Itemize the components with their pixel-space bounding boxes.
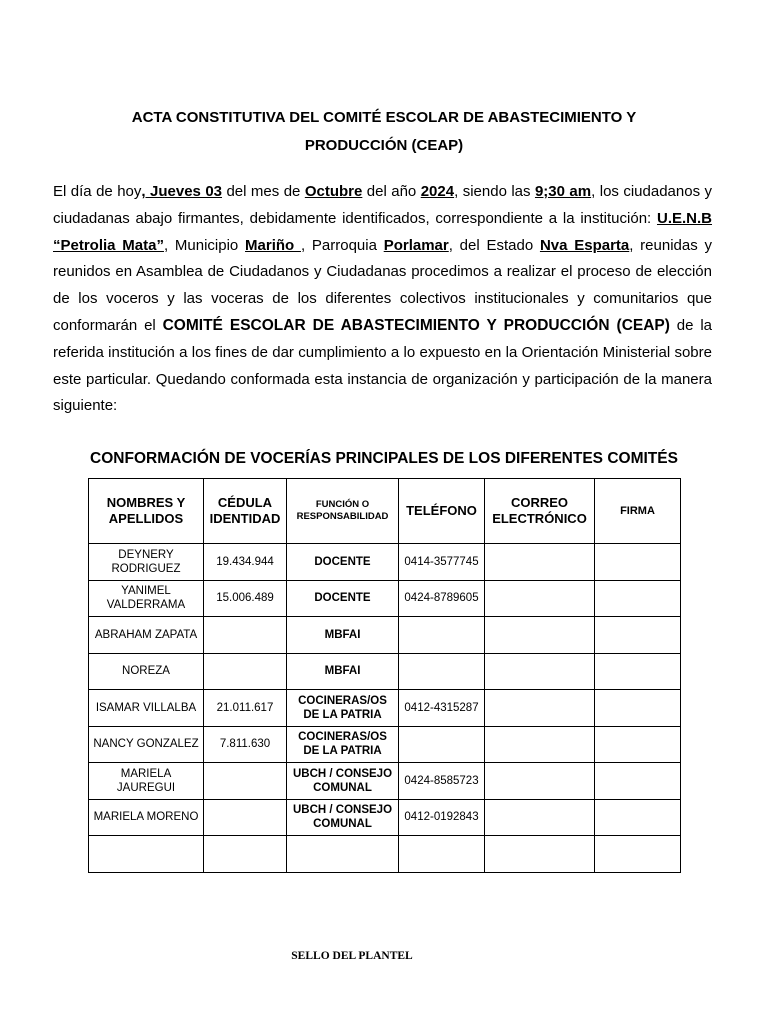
cell-phone: 0412-0192843 [399,799,485,836]
paragraph-text: , los ciudadanos y ciudadanas abajo firmantes, debidamente identificados, correspondiente a la institución: [53,183,713,227]
table-row [89,836,681,873]
parish-name: Porlamar [383,236,449,254]
committee-name: COMITÉ ESCOLAR DE ABASTECIMIENTO Y PRODUCCIÓN (CEAP) [162,316,670,334]
document-title-line-1: ACTA CONSTITUTIVA DEL COMITÉ ESCOLAR DE ABASTECIMIENTO Y [131,109,637,126]
state-name: Nva Esparta [539,236,630,254]
institution-name: U.E.N.B “Petrolia Mata” [53,209,712,254]
cell-id [204,763,287,800]
cell-name: YANIMEL VALDERRAMA [89,580,204,617]
cell-email [485,690,595,727]
cell-email [485,617,595,654]
cell-name: ABRAHAM ZAPATA [89,617,204,654]
cell-phone: 0412-4315287 [399,690,485,727]
cell-name: MARIELA MORENO [89,799,204,836]
cell-signature [595,544,681,581]
cell-phone: 0424-8585723 [399,763,485,800]
cell-signature [595,617,681,654]
header-name: NOMBRES Y APELLIDOS [89,479,204,544]
meeting-month: Octubre [304,183,363,200]
cell-phone [399,617,485,654]
cell-phone [399,726,485,763]
paragraph-text: del año [362,183,421,200]
paragraph-text: del mes de [222,183,305,200]
cell-signature [595,653,681,690]
table-title: CONFORMACIÓN DE VOCERÍAS PRINCIPALES DE LOS DIFERENTES COMITÉS [90,450,678,467]
cell-name: NANCY GONZALEZ [89,726,204,763]
cell-id: 7.811.630 [204,726,287,763]
cell-email [485,836,595,873]
table-row [89,763,681,800]
cell-signature [595,763,681,800]
table-row [89,799,681,836]
cell-signature [595,836,681,873]
cell-role: UBCH / CONSEJO COMUNAL [287,763,399,800]
cell-role: MBFAI [287,653,399,690]
document-title [60,104,708,160]
cell-signature [595,690,681,727]
meeting-day: , Jueves 03 [141,183,223,200]
table-row [89,653,681,690]
cell-name: MARIELA JAUREGUI [89,763,204,800]
cell-role: MBFAI [287,617,399,654]
cell-id [204,836,287,873]
cell-name: ISAMAR VILLALBA [89,690,204,727]
cell-id [204,799,287,836]
cell-id [204,617,287,654]
cell-id: 15.006.489 [204,580,287,617]
table-row [89,580,681,617]
meeting-year: 2024 [420,183,455,200]
cell-role: DOCENTE [287,580,399,617]
table-header-row [89,479,681,544]
paragraph-text: , Municipio [163,236,246,254]
cell-email [485,726,595,763]
cell-phone [399,653,485,690]
header-signature: FIRMA [595,479,681,544]
table-row [89,617,681,654]
table-row [89,726,681,763]
cell-phone: 0414-3577745 [399,544,485,581]
meeting-time: 9;30 am [534,183,592,200]
cell-id: 19.434.944 [204,544,287,581]
cell-email [485,544,595,581]
header-email: CORREO ELECTRÓNICO [485,479,595,544]
cell-email [485,799,595,836]
paragraph-text: , del Estado [448,236,540,254]
cell-role: DOCENTE [287,544,399,581]
table-row [89,690,681,727]
paragraph-text: , siendo las [454,183,535,200]
cell-email [485,653,595,690]
document-title-line-2: PRODUCCIÓN (CEAP) [304,137,464,154]
paragraph-text: , Parroquia [300,236,384,254]
paragraph-text: , reunidas y reunidos en Asamblea de Ciudadanos y Ciudadanas procedimos a realizar el proceso de elección de los voceros y las voceras de los diferentes colectivos institucionales y comunitarios que conformarán el [53,236,712,334]
paragraph-text: El día de hoy [53,183,142,200]
header-phone: TELÉFONO [399,479,485,544]
cell-signature [595,726,681,763]
cell-id [204,653,287,690]
cell-role: UBCH / CONSEJO COMUNAL [287,799,399,836]
cell-name [89,836,204,873]
cell-id: 21.011.617 [204,690,287,727]
cell-name: NOREZA [89,653,204,690]
cell-signature [595,799,681,836]
paragraph-text: de la referida institución a los fines de dar cumplimiento a lo expuesto en la Orientación Ministerial sobre este particular. Quedando conformada esta instancia de organización y participación de la manera siguiente: [53,316,713,415]
cell-role: COCINERAS/OS DE LA PATRIA [287,726,399,763]
cell-email [485,580,595,617]
cell-name: DEYNERY RODRIGUEZ [89,544,204,581]
cell-phone: 0424-8789605 [399,580,485,617]
header-role: FUNCIÓN O RESPONSABILIDAD [287,479,399,544]
cell-role: COCINERAS/OS DE LA PATRIA [287,690,399,727]
table-row [89,544,681,581]
municipality-name: Mariño [245,236,301,254]
intro-paragraph [53,179,712,420]
cell-email [485,763,595,800]
cell-signature [595,580,681,617]
header-id: CÉDULA IDENTIDAD [204,479,287,544]
cell-phone [399,836,485,873]
cell-role [287,836,399,873]
committee-table [88,478,681,873]
school-seal-label: SELLO DEL PLANTEL [291,950,413,962]
